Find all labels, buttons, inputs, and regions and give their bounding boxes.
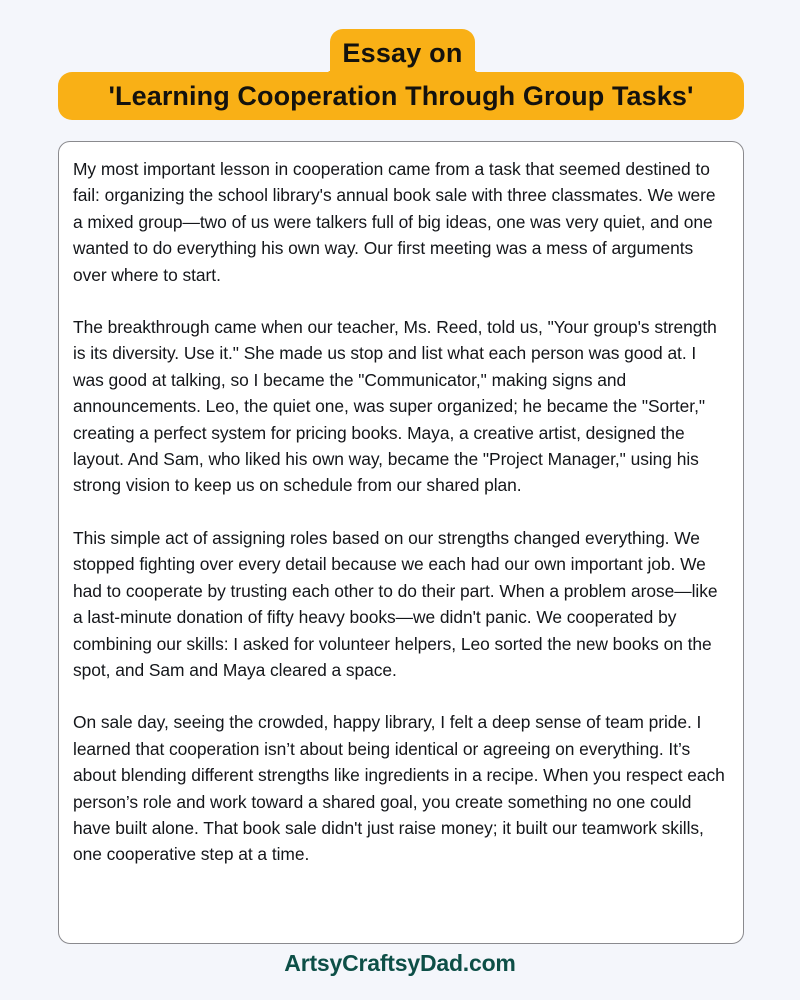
essay-paragraph: On sale day, seeing the crowded, happy library, I felt a deep sense of team pride. I learned that cooperation isn’t about being identical or agreeing on everything. It’s about blending different strengths like ingredients in a recipe. When you respect each person’s role and work toward a shared goal, you create something no one could have built alone. That book sale didn't just raise money; it built our teamwork skills, one cooperative step at a time.: [73, 712, 725, 865]
essay-on-label: Essay on: [342, 37, 463, 68]
footer: [0, 952, 800, 976]
essay-body: [73, 156, 727, 868]
header-banner: [0, 0, 800, 135]
page-title: 'Learning Cooperation Through Group Tasks': [108, 80, 694, 111]
essay-paragraph: This simple act of assigning roles based on our strengths changed everything. We stopped fighting over every detail because we each had our own important job. We had to cooperate by trusting each other to do their part. When a problem arose—like a last-minute donation of fifty heavy books—we didn't panic. We cooperated by combining our skills: I asked for volunteer helpers, Leo sorted the new books on the spot, and Sam and Maya cleared a space.: [73, 527, 718, 680]
essay-paragraph: The breakthrough came when our teacher, Ms. Reed, told us, "Your group's strength is its diversity. Use it." She made us stop and list what each person was good at. I was good at talking, so I became the "Communicator," making signs and announcements. Leo, the quiet one, was super organized; he became the "Sorter," creating a perfect system for pricing books. Maya, a creative artist, designed the layout. And Sam, who liked his own way, became the "Project Manager," using his strong vision to keep us on schedule from our shared plan.: [73, 317, 717, 496]
essay-title-bar: [58, 72, 744, 120]
essay-card: [58, 141, 744, 944]
site-brand-label: ArtsyCraftsyDad.com: [284, 950, 516, 976]
essay-paragraph: My most important lesson in cooperation came from a task that seemed destined to fail: organizing the school library's annual book sale with three classmates. We were a mixed group—two of us were talkers full of big ideas, one was very quiet, and one wanted to do everything his own way. Our first meeting was a mess of arguments over where to start.: [73, 159, 716, 285]
